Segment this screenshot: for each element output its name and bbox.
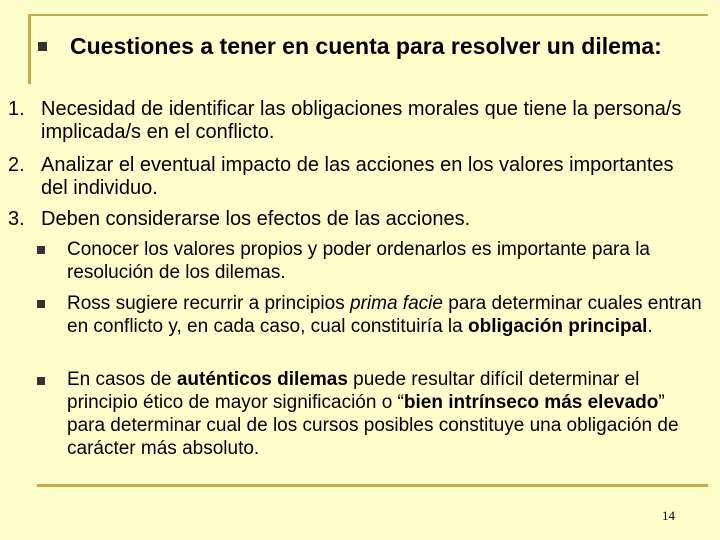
item-text: Necesidad de identificar las obligaciones morales que tiene la persona/s implicada/s en el conflicto.: [41, 98, 682, 143]
bold-term: bien intrínseco más elevado: [403, 392, 659, 413]
numbered-item-1: [8, 98, 698, 144]
bold-term: auténticos dilemas: [176, 369, 348, 390]
bullet-square: [37, 246, 45, 254]
text-run: para determinar cuales entran en conflicto y, en cada caso, cual constituiría la: [67, 293, 702, 337]
item-number: 1.: [8, 98, 25, 120]
bullet-item-2: [67, 292, 707, 338]
bullet-item-1: Conocer los valores propios y poder ordenarlos es importante para la resolución de los dilemas.: [67, 239, 650, 283]
item-text: Analizar el eventual impacto de las acciones en los valores importantes del individuo.: [41, 154, 674, 199]
text-run: ” para determinar cual de los cursos posibles constituye una obligación de carácter más absoluto.: [67, 392, 679, 459]
item-text: Deben considerarse los efectos de las acciones.: [41, 208, 471, 230]
bottom-rule: [37, 484, 708, 487]
heading-bullet: [38, 42, 47, 51]
item-number: 2.: [8, 154, 25, 176]
bullet-item-3: [67, 368, 707, 460]
text-run: En casos de: [67, 369, 177, 390]
item-number: 3.: [8, 208, 25, 230]
text-run: puede resultar difícil determinar el principio ético de mayor significación o “: [67, 369, 640, 413]
slide-heading: Cuestiones a tener en cuenta para resolver un dilema:: [70, 33, 662, 59]
page-number: 14: [662, 508, 675, 523]
bullet-square: [37, 300, 45, 308]
numbered-item-2: [8, 154, 698, 200]
text-run: .: [647, 316, 653, 337]
top-rule: [28, 14, 708, 16]
left-rule: [28, 14, 31, 84]
bold-term: obligación principal: [467, 316, 648, 337]
numbered-item-3: [8, 208, 698, 231]
italic-term: prima facie: [350, 293, 443, 314]
bullet-square: [37, 377, 45, 385]
text-run: Ross sugiere recurrir a principios: [67, 293, 350, 314]
